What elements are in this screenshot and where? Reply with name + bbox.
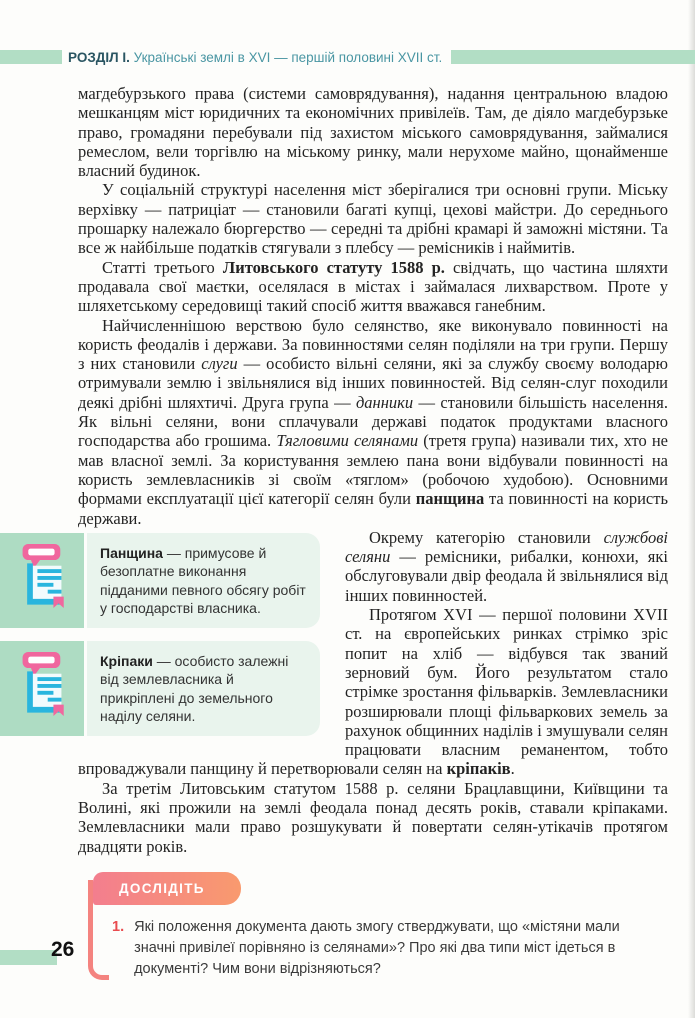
definition-term: Панщина <box>100 544 163 561</box>
document-note-icon <box>15 544 69 608</box>
page-number: 26 <box>51 938 75 961</box>
chapter-title: Українські землі в XVI — першій половині XVII ст. <box>133 49 443 65</box>
paragraph: У соціальній структурі населення міст зберігалися три основні групи. Міську верхівку — патриціат — становили багаті купці, цехові майстри. До середнього прошарку належало бюргерство — середні та дрібні крамарі й заможні містяни. Та все ж найбільше податків стягували з плебсу — ремісників і наймитів. <box>78 180 668 258</box>
chapter-header <box>0 49 695 65</box>
chapter-heading <box>62 50 451 65</box>
paragraph: За третім Литовським статутом 1588 р. селяни Брацлавщини, Київщини та Волині, які прожили на землі феодала понад десять років, ставали кріпаками. Землевласники мали право розшукувати й повертати селян-утікачів протягом двадцяти років. <box>78 778 668 856</box>
header-accent-bar-left <box>0 50 62 64</box>
definition-icon-panel <box>0 533 87 628</box>
definition-box-panshchyna <box>0 533 320 628</box>
definition-term: Кріпаки <box>100 652 153 669</box>
definition-text <box>87 641 320 736</box>
paragraph-group-top <box>78 84 668 528</box>
header-accent-bar-right <box>451 50 695 64</box>
paragraph: магдебурзького права (системи самоврядування), надання центральною владою мешканцям міст юридичних та економічних привілеїв. Там, де діяло магдебурзьке право, громадяни перебували під захистом міського самоврядування, займалися ремеслом, вели торгівлю на міському ринку, мали нерухоме майно, щонайменше власний будинок. <box>78 84 668 181</box>
paragraph: Протягом XVI — першої половини XVII ст. на європейських ринках стрімко зріс попит на хліб — відбувся так званий зерновий бум. Його результатом стало стрімке зростання фільварків. Землевласники розширювали площі фільваркових земель за рахунок общинних наділів і змушували селян працювати власним реманентом, тобто впроваджували панщину й перетворювали селян на кріпаків. <box>78 605 668 779</box>
paragraph: Найчисленнішою верствою було селянство, яке виконувало повинності на користь феодалів і держави. За повинностями селян поділяли на три групи. Першу з них становили слуги — особисто вільні селяни, які за службу своєму володарю отримували землю і звільнялися від інших повинностей. Від селян-слуг походили деякі дрібні шляхтичі. Друга група — данники — становили більшість населення. Як вільні селяни, вони сплачували державі податок продуктами власного господарства або грошима. Тягловими селянами (третя група) називали тих, хто не мав власної землі. За користування землею пана вони відбували повинності на користь землевласників зі своїм «тяглом» (робочою худобою). Основними формами експлуатації цієї категорії селян були панщина та повинності на користь держави. <box>78 315 669 528</box>
question-text: Які положення документа дають змогу стверджувати, що «містяни мали значні привілеї порівняно із селянами»? Про які два типи міст ідеться в документі? Чим вони відрізняються? <box>134 918 620 977</box>
research-badge <box>93 872 241 905</box>
page-edge-shadow <box>688 0 695 1018</box>
definition-icon-panel <box>0 641 87 736</box>
paragraph: Окрему категорію становили службові селяни — ремісники, рибалки, конюхи, які обслуговували двір феодала й звільнялися від інших повинностей. <box>345 527 668 605</box>
question-number: 1. <box>112 918 125 935</box>
definition-box-kripaky <box>0 641 320 736</box>
page-number-bar <box>0 950 57 965</box>
research-title: ДОСЛІДІТЬ <box>119 880 205 896</box>
article-body <box>78 84 668 984</box>
research-question <box>112 917 640 980</box>
chapter-label: РОЗДІЛ І. <box>68 49 130 65</box>
research-section <box>88 872 660 984</box>
paragraph: Статті третього Литовського статуту 1588 р. свідчать, що частина шляхти продавала свої маєтки, оселялася в містах і займалася лихварством. Проте у шляхетському середовищі такий спосіб життя вважався ганебним. <box>78 257 668 316</box>
definition-description: — примусове й безоплатне виконання підданими певного обсягу робіт у господарстві власника. <box>100 544 306 617</box>
definition-description: — особисто залежні від землевласника й прикріплені до земельного наділу селяни. <box>100 652 289 725</box>
document-note-icon <box>15 652 69 716</box>
definition-text <box>87 533 320 628</box>
definitions-panel <box>0 533 320 736</box>
